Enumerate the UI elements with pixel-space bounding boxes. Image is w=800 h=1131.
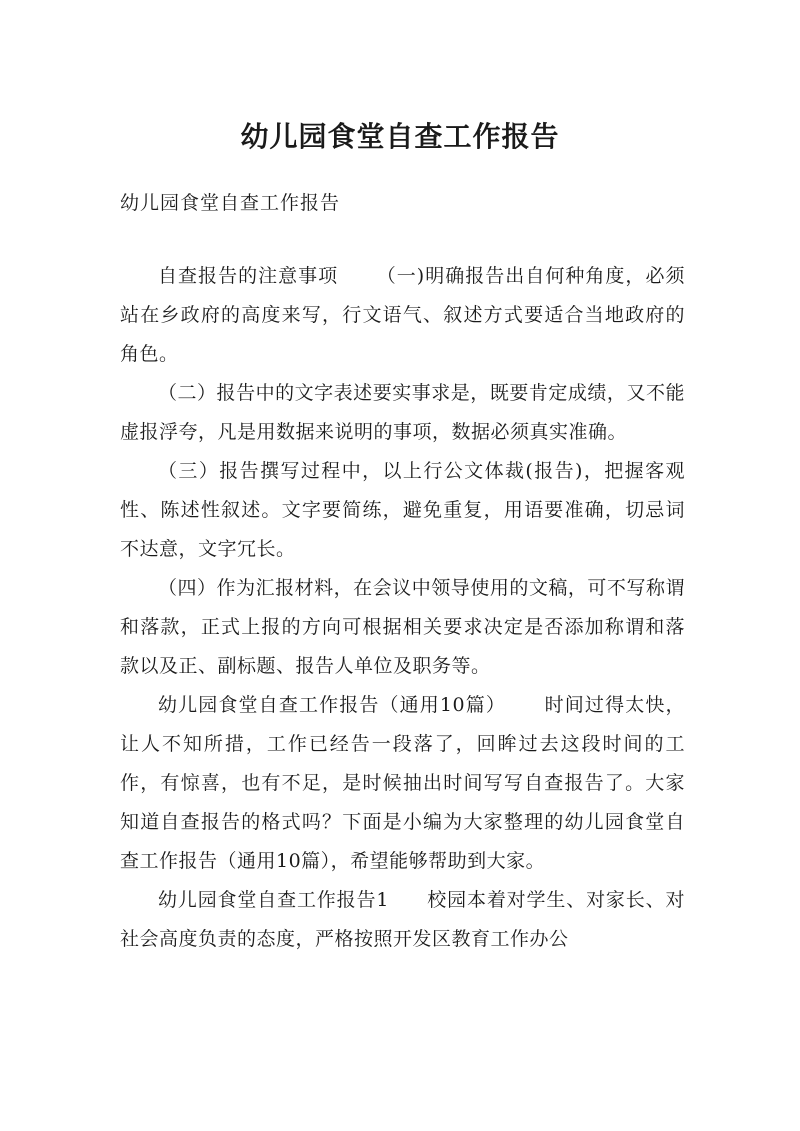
paragraph-point-3 <box>120 452 685 569</box>
paragraph-text: 时间过得太快，让人不知所措，工作已经告一段落了，回眸过去这段时间的工作，有惊喜，也有不足，是时候抽出时间写写自查报告了。大家知道自查报告的格式吗？下面是小编为大家整理的幼儿园食堂自查工作报告（通用10篇），希望能够帮助到大家。 <box>120 694 685 872</box>
paragraph-notes <box>120 257 685 374</box>
paragraph-lead: 自查报告的注意事项 <box>158 265 339 287</box>
paragraph-point-2 <box>120 374 685 452</box>
paragraph-text: 校园本着对学生、对家长、对社会高度负责的态度，严格按照开发区教育工作办公 <box>120 889 685 950</box>
document-title: 幼儿园食堂自查工作报告 <box>240 119 560 153</box>
paragraph-intro <box>120 686 685 881</box>
paragraph-lead: 幼儿园食堂自查工作报告（通用10篇） <box>158 694 507 716</box>
paragraph-text: （四）作为汇报材料，在会议中领导使用的文稿，可不写称谓和落款，正式上报的方向可根据相关要求决定是否添加称谓和落款以及正、副标题、报告人单位及职务等。 <box>120 577 685 677</box>
paragraph-text: （二）报告中的文字表述要实事求是，既要肯定成绩，又不能虚报浮夸，凡是用数据来说明的事项，数据必须真实准确。 <box>120 382 685 443</box>
document-body <box>120 257 685 959</box>
paragraph-text: （一)明确报告出自何种角度，必须站在乡政府的高度来写，行文语气、叙述方式要适合当地政府的角色。 <box>120 265 685 365</box>
paragraph-report-1 <box>120 881 685 959</box>
paragraph-text: （三）报告撰写过程中，以上行公文体裁(报告)，把握客观性、陈述性叙述。文字要简练，避免重复，用语要准确，切忌词不达意，文字冗长。 <box>120 460 685 560</box>
paragraph-lead: 幼儿园食堂自查工作报告1 <box>158 889 389 911</box>
paragraph-point-4 <box>120 569 685 686</box>
document-subtitle: 幼儿园食堂自查工作报告 <box>120 192 341 214</box>
